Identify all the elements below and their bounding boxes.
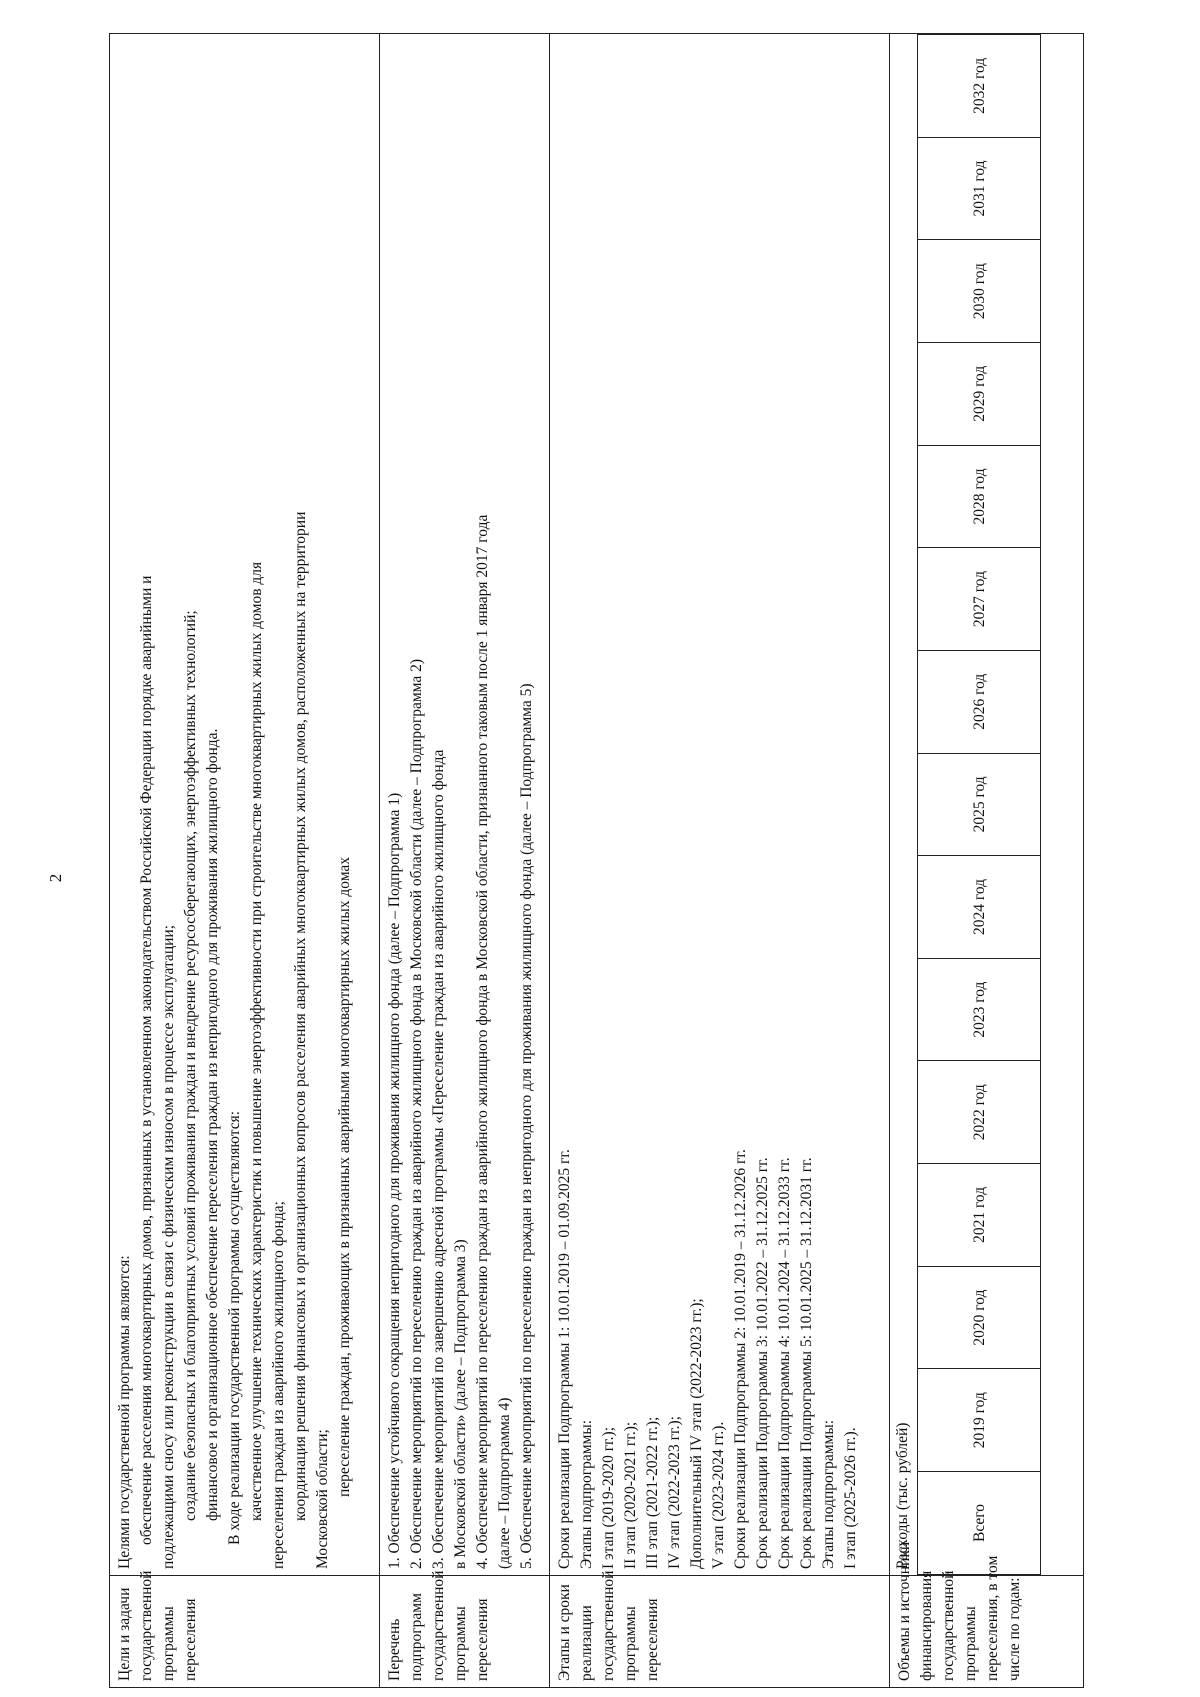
row-label-line: подпрограмм bbox=[408, 1593, 425, 1681]
row-content-line: (далее – Подпрограмма 4) bbox=[496, 1397, 513, 1569]
finance-label-line: государственной bbox=[940, 1570, 957, 1681]
finance-column-header: 2024 год bbox=[918, 856, 1041, 959]
finance-column-header: 2020 год bbox=[918, 1266, 1041, 1369]
finance-column-header: 2022 год bbox=[918, 1061, 1041, 1164]
row-content-line: 2. Обеспечение мероприятий по переселению граждан из аварийного жилищного фонда в Московской области (далее – Подпрограмма 2) bbox=[408, 658, 425, 1569]
row-content-line: V этап (2023-2024 гг.). bbox=[710, 1421, 727, 1569]
row-label-subprograms bbox=[380, 1570, 550, 1688]
finance-header-row bbox=[918, 35, 1041, 1575]
finance-column-header: 2025 год bbox=[918, 753, 1041, 856]
row-content-line: 5. Обеспечение мероприятий по переселению граждан из непригодного для проживания жилищного фонда (далее – Подпрограмма 5) bbox=[518, 683, 535, 1569]
finance-column-header: 2030 год bbox=[918, 240, 1041, 343]
row-content-line: финансовое и организационное обеспечение переселения граждан из непригодного для проживания жилищного фонда. bbox=[204, 728, 221, 1521]
finance-label-line: финансирования bbox=[918, 1570, 935, 1681]
page-number: 2 bbox=[46, 873, 65, 883]
finance-label-line: переселения, в том bbox=[984, 1555, 1001, 1681]
row-content-line: Московской области; bbox=[314, 1429, 331, 1569]
row-content-line: Сроки реализации Подпрограммы 2: 10.01.2019 – 31.12.2026 гг. bbox=[732, 1149, 749, 1569]
finance-table bbox=[917, 34, 1041, 1575]
row-label-line: переселения bbox=[474, 1598, 491, 1681]
row-content-line: 1. Обеспечение устойчивого сокращения непригодного для проживания жилищного фонда (далее – Подпрограмма 1) bbox=[386, 792, 403, 1569]
row-content-line: I этап (2019-2020 гг.); bbox=[600, 1426, 617, 1569]
passport-table-rotated bbox=[109, 33, 1084, 1688]
row-label-line: переселения bbox=[644, 1598, 661, 1681]
row-label-line: государственной bbox=[430, 1570, 447, 1681]
finance-column-header: 2026 год bbox=[918, 650, 1041, 753]
row-label-stages bbox=[550, 1570, 890, 1688]
row-label-line: Перечень bbox=[386, 1618, 403, 1681]
row-content-finance bbox=[890, 34, 1084, 1576]
finance-label-line: Объемы и источники bbox=[896, 1541, 913, 1681]
row-content-line: III этап (2021-2022 гг.); bbox=[644, 1416, 661, 1569]
row-content-line: Этапы подпрограммы: bbox=[578, 1419, 595, 1569]
row-content-line: Срок реализации Подпрограммы 3: 10.01.2022 – 31.12.2025 гг. bbox=[754, 1157, 771, 1569]
row-content-line: Дополнительный IV этап (2022-2023 гг.); bbox=[688, 1298, 705, 1569]
row-label-line: программы bbox=[622, 1606, 639, 1681]
row-content-line: создание безопасных и благоприятных условий проживания граждан и внедрение ресурсосберегающих, энергоэффективных технологий; bbox=[182, 610, 199, 1521]
finance-column-header: 2028 год bbox=[918, 445, 1041, 548]
table-row-stages bbox=[550, 34, 890, 1688]
row-label-line: Этапы и сроки bbox=[556, 1584, 573, 1681]
row-content-line: II этап (2020-2021 гг.); bbox=[622, 1421, 639, 1569]
row-content-line: подлежащими сносу или реконструкции в связи с физическим износом в процессе эксплуатации; bbox=[160, 924, 177, 1569]
row-label-line: реализации bbox=[578, 1605, 595, 1681]
row-content-line: 3. Обеспечение мероприятий по завершению адресной программы «Переселение граждан из аварийного жилищного фонда bbox=[430, 749, 447, 1569]
finance-column-header: 2019 год bbox=[918, 1369, 1041, 1472]
row-content-line: качественное улучшение технических характеристик и повышение энергоэффективности при строительстве многоквартирных жилых домов для bbox=[248, 561, 265, 1521]
row-content-line: I этап (2025-2026 гг.). bbox=[842, 1427, 859, 1569]
row-content-line: Срок реализации Подпрограммы 5: 10.01.2025 – 31.12.2031 гг. bbox=[798, 1157, 815, 1569]
table-row-finance bbox=[890, 34, 1084, 1688]
row-label-finance bbox=[890, 1541, 1084, 1688]
row-content-line: в Московской области» (далее – Подпрограмма 3) bbox=[452, 1239, 469, 1569]
row-content-line: Этапы подпрограммы: bbox=[820, 1419, 837, 1569]
finance-column-header: 2031 год bbox=[918, 137, 1041, 240]
row-content-line: IV этап (2022-2023 гг.); bbox=[666, 1416, 683, 1569]
row-label-line: государственной bbox=[600, 1570, 617, 1681]
row-content-line: Целями государственной программы являются: bbox=[116, 1255, 133, 1569]
passport-table bbox=[109, 33, 1084, 1688]
row-label-line: программы bbox=[160, 1606, 177, 1681]
row-content-line: обеспечение расселения многоквартирных домов, признанных в установленном законодательством Российской Федерации порядке аварийными и bbox=[138, 575, 155, 1545]
finance-label-line: числе по годам: bbox=[1006, 1577, 1023, 1681]
row-label-line: программы bbox=[452, 1606, 469, 1681]
row-label-line: Цели и задачи bbox=[116, 1587, 133, 1681]
row-label-line: государственной bbox=[138, 1570, 155, 1681]
row-content-line: переселение граждан, проживающих в признанных аварийными многоквартирных жилых домах bbox=[336, 856, 353, 1497]
finance-column-header: Всего bbox=[918, 1472, 1041, 1575]
table-row-goals bbox=[110, 34, 380, 1688]
finance-column-header: 2023 год bbox=[918, 958, 1041, 1061]
row-content-line: переселения граждан из аварийного жилищного фонда; bbox=[270, 1201, 287, 1569]
finance-column-header: 2032 год bbox=[918, 35, 1041, 138]
row-label-line: переселения bbox=[182, 1598, 199, 1681]
row-content-line: координация решения финансовых и организационных вопросов расселения аварийных многоквартирных жилых домов, расположенных на территории bbox=[292, 511, 309, 1521]
finance-column-header: 2029 год bbox=[918, 342, 1041, 445]
finance-title: Расходы (тыс. рублей) bbox=[894, 1422, 911, 1569]
row-content-line: Сроки реализации Подпрограммы 1: 10.01.2019 – 01.09.2025 гг. bbox=[556, 1149, 573, 1569]
row-content-line: Срок реализации Подпрограммы 4: 10.01.2024 – 31.12.2033 гг. bbox=[776, 1157, 793, 1569]
table-row-subprograms bbox=[380, 34, 550, 1688]
row-content-subprograms bbox=[380, 34, 550, 1576]
finance-column-header: 2027 год bbox=[918, 548, 1041, 651]
finance-label-line: программы bbox=[962, 1606, 979, 1681]
row-content-stages bbox=[550, 34, 890, 1576]
row-content-goals bbox=[110, 34, 380, 1576]
row-content-line: В ходе реализации государственной программы осуществляются: bbox=[226, 1110, 243, 1545]
finance-column-header: 2021 год bbox=[918, 1164, 1041, 1267]
row-label-goals bbox=[110, 1570, 380, 1688]
row-content-line: 4. Обеспечение мероприятий по переселению граждан из аварийного жилищного фонда в Московской области, признанного таковым после 1 января 2017 года bbox=[474, 514, 491, 1569]
